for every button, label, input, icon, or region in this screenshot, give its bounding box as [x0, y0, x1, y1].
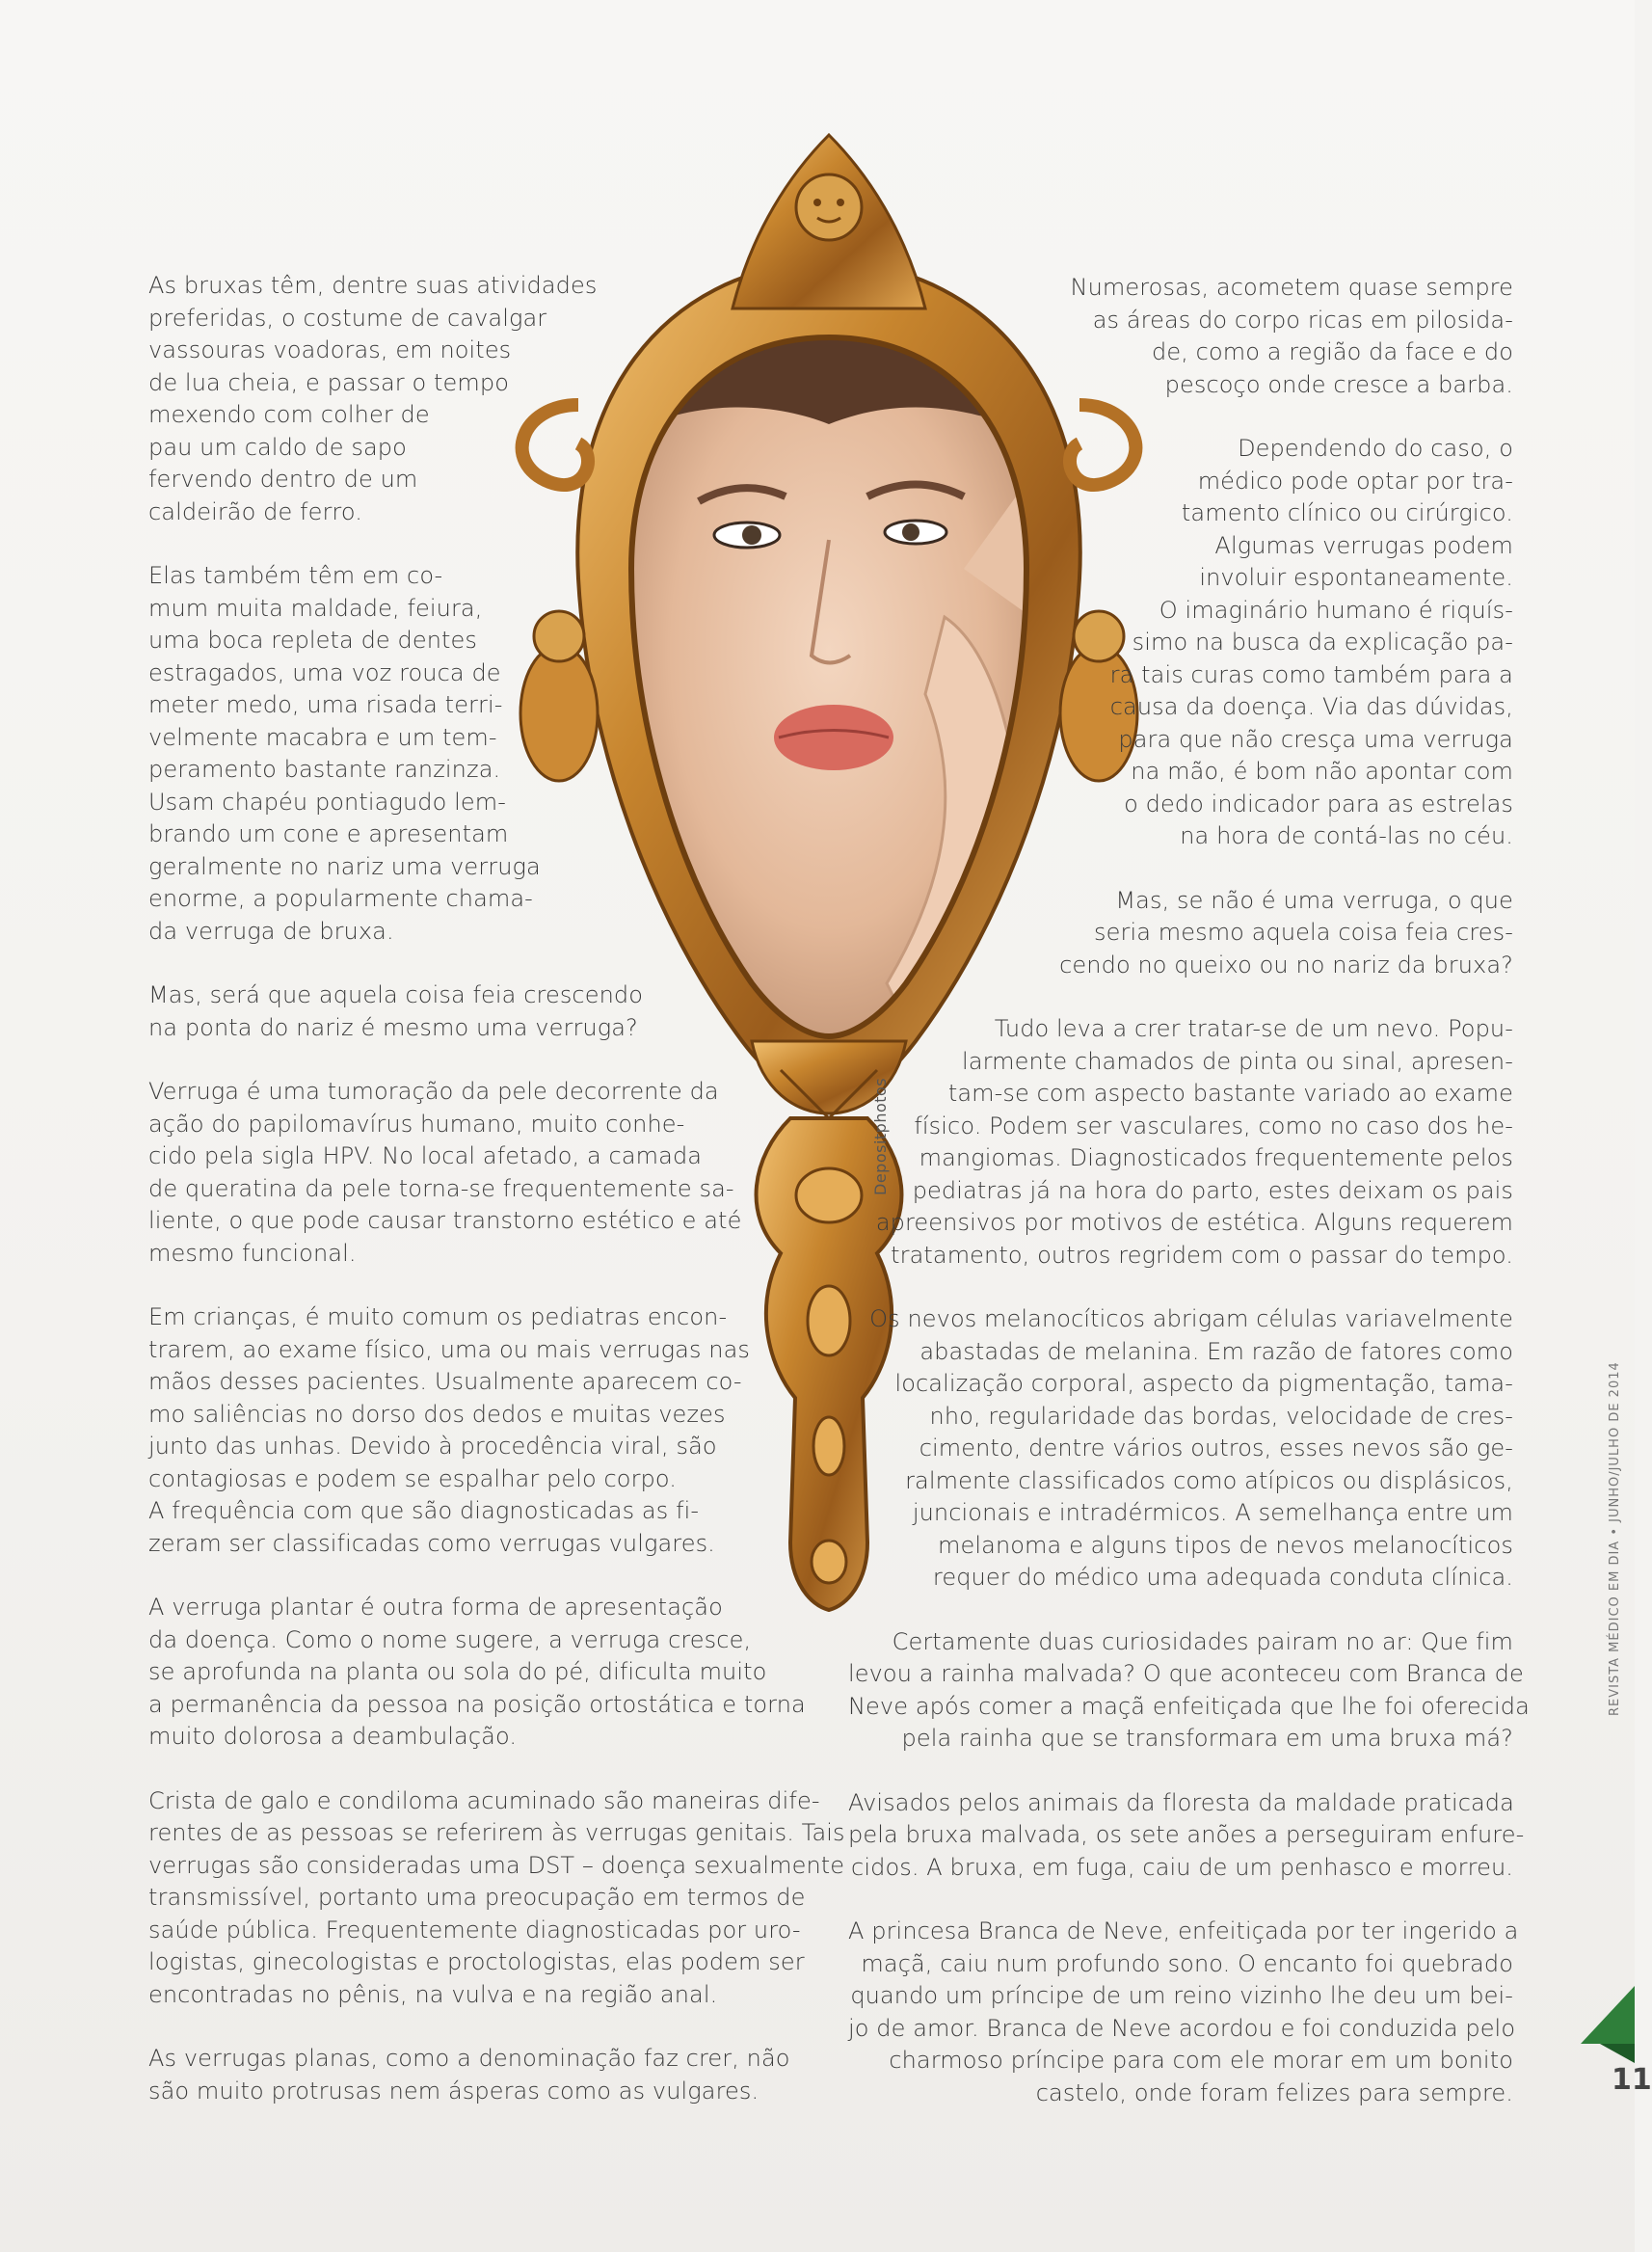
text-line: Usam chapéu pontiagudo lem-	[148, 788, 506, 816]
text-line: Mas, será que aquela coisa feia crescendo	[148, 981, 644, 1008]
paragraph	[848, 272, 1513, 401]
text-line: o dedo indicador para as estrelas	[1124, 790, 1513, 818]
text-line: pescoço onde cresce a barba.	[1164, 370, 1513, 398]
text-line: liente, o que pode causar transtorno estético e até	[148, 1207, 742, 1234]
text-line: na mão, é bom não apontar com	[1131, 758, 1513, 785]
text-line: enorme, a popularmente chama-	[148, 885, 533, 912]
text-line: As verrugas planas, como a denominação faz crer, não	[148, 2045, 790, 2072]
text-line: pediatras já na hora do parto, estes deixam os pais	[912, 1176, 1513, 1204]
text-line: trarem, ao exame físico, uma ou mais verrugas nas	[148, 1335, 751, 1363]
text-line: de, como a região da face e do	[1152, 338, 1513, 365]
text-line: físico. Podem ser vasculares, como no caso dos he-	[914, 1112, 1513, 1139]
left-text-column	[148, 270, 845, 2139]
text-line: O imaginário humano é riquís-	[1159, 596, 1513, 624]
text-line: Dependendo do caso, o	[1238, 435, 1513, 462]
text-line: logistas, ginecologistas e proctologistas, elas podem ser	[148, 1948, 805, 1975]
paragraph	[148, 1785, 845, 2012]
paragraph	[148, 560, 813, 948]
paragraph	[848, 1787, 1525, 1885]
text-line: são muito protrusas nem ásperas como as vulgares.	[148, 2077, 759, 2105]
text-line: cidos. A bruxa, em fuga, caiu de um penhasco e morreu.	[851, 1853, 1513, 1881]
text-line: na hora de contá-las no céu.	[1180, 822, 1513, 849]
text-line: ação do papilomavírus humano, muito conhe-	[148, 1110, 685, 1138]
text-line: Algumas verrugas podem	[1214, 531, 1513, 559]
text-line: estragados, uma voz rouca de	[148, 658, 501, 686]
page-number: 11	[1612, 2063, 1652, 2097]
green-triangle-icon	[1581, 1986, 1635, 2063]
text-line: pela bruxa malvada, os sete anões a perseguiram enfure-	[848, 1821, 1525, 1848]
paragraph	[848, 1916, 1519, 2109]
text-line: cendo no queixo ou no nariz da bruxa?	[1059, 951, 1513, 979]
text-line: da doença. Como o nome sugere, a verruga cresce,	[148, 1625, 752, 1653]
text-line: contagiosas e podem se espalhar pelo corpo.	[148, 1464, 677, 1492]
text-line: tratamento, outros regridem com o passar do tempo.	[891, 1241, 1513, 1269]
paragraph	[148, 1301, 813, 1560]
text-line: As bruxas têm, dentre suas atividades	[148, 272, 598, 299]
text-line: se aprofunda na planta ou sola do pé, dificulta muito	[148, 1658, 767, 1685]
text-line: tam-se com aspecto bastante variado ao exame	[947, 1080, 1513, 1107]
text-line: charmoso príncipe para com ele morar em um bonito	[889, 2047, 1513, 2074]
text-line: Tudo leva a crer tratar-se de um nevo. Popu-	[994, 1015, 1513, 1042]
photo-credit: Depositphotos	[871, 1077, 890, 1195]
paragraph	[848, 885, 1513, 982]
text-line: maçã, caiu num profundo sono. O encanto foi quebrado	[861, 1949, 1513, 1977]
text-line: geralmente no nariz uma verruga	[148, 852, 541, 880]
text-line: cido pela sigla HPV. No local afetado, a camada	[148, 1142, 703, 1169]
text-line: preferidas, o costume de cavalgar	[148, 304, 547, 332]
text-line: Verruga é uma tumoração da pele decorrente da	[148, 1078, 719, 1105]
text-line: melanoma e alguns tipos de nevos melanocíticos	[938, 1531, 1513, 1559]
text-line: saúde pública. Frequentemente diagnosticadas por uro-	[148, 1916, 801, 1944]
text-line: mum muita maldade, feiura,	[148, 594, 483, 622]
text-line: abastadas de melanina. Em razão de fatores como	[919, 1337, 1513, 1365]
text-line: ra tais curas como também para a	[1109, 660, 1513, 688]
text-line: médico pode optar por tra-	[1197, 467, 1513, 495]
text-line: ralmente classificados como atípicos ou displásicos,	[905, 1466, 1513, 1494]
text-line: a permanência da pessoa na posição ortostática e torna	[148, 1690, 806, 1718]
text-line: as áreas do corpo ricas em pilosida-	[1092, 306, 1513, 334]
text-line: na ponta do nariz é mesmo uma verruga?	[148, 1013, 638, 1041]
text-line: fervendo dentro de um	[148, 466, 418, 493]
text-line: castelo, onde foram felizes para sempre.	[1035, 2078, 1513, 2106]
text-line: vassouras voadoras, em noites	[148, 336, 512, 363]
text-line: de lua cheia, e passar o tempo	[148, 368, 509, 396]
text-line: Numerosas, acometem quase sempre	[1070, 274, 1513, 301]
text-line: Neve após comer a maçã enfeitiçada que lhe foi oferecida	[848, 1692, 1530, 1720]
text-line: transmissível, portanto uma preocupação em termos de	[148, 1884, 806, 1911]
text-line: juncionais e intradérmicos. A semelhança entre um	[912, 1499, 1513, 1526]
text-line: brando um cone e apresentam	[148, 820, 509, 847]
text-line: rentes de as pessoas se referirem às verrugas genitais. Tais	[148, 1819, 845, 1846]
text-line: cimento, dentre vários outros, esses nevos são ge-	[919, 1434, 1513, 1461]
paragraph	[848, 1303, 1513, 1595]
text-line: apreensivos por motivos de estética. Alguns requerem	[875, 1209, 1513, 1236]
paragraph	[848, 1013, 1513, 1272]
text-line: Elas também têm em co-	[148, 562, 443, 589]
text-line: junto das unhas. Devido à procedência viral, são	[148, 1433, 717, 1460]
text-line: quando um príncipe de um reino vizinho lhe deu um bei-	[850, 1982, 1513, 2009]
text-line: pau um caldo de sapo	[148, 433, 407, 461]
text-line: mexendo com colher de	[148, 401, 430, 428]
text-line: Os nevos melanocíticos abrigam células variavelmente	[869, 1305, 1513, 1332]
right-text-column	[848, 272, 1530, 2141]
text-line: para que não cresça uma verruga	[1118, 725, 1513, 753]
text-line: de queratina da pele torna-se frequentemente sa-	[148, 1174, 734, 1202]
text-line: nho, regularidade das bordas, velocidade de cres-	[929, 1402, 1513, 1430]
text-line: A verruga plantar é outra forma de apresentação	[148, 1594, 723, 1621]
text-line: localização corporal, aspecto da pigmentação, tama-	[894, 1370, 1513, 1397]
text-line: larmente chamados de pinta ou sinal, apresen-	[962, 1047, 1513, 1075]
text-line: mesmo funcional.	[148, 1239, 357, 1267]
paragraph	[848, 433, 1513, 853]
text-line: tamento clínico ou cirúrgico.	[1181, 499, 1513, 526]
text-line: peramento bastante ranzinza.	[148, 756, 501, 783]
text-line: A frequência com que são diagnosticadas as fi-	[148, 1497, 700, 1524]
text-line: Mas, se não é uma verruga, o que	[1115, 886, 1513, 914]
text-line: encontradas no pênis, na vulva e na região anal.	[148, 1980, 718, 2008]
text-line: requer do médico uma adequada conduta clínica.	[932, 1564, 1513, 1591]
text-line: Em crianças, é muito comum os pediatras encon-	[148, 1303, 728, 1330]
text-line: Crista de galo e condiloma acuminado são maneiras dife-	[148, 1786, 820, 1814]
text-line: da verruga de bruxa.	[148, 917, 394, 945]
text-line: simo na busca da explicação pa-	[1132, 629, 1513, 656]
text-line: jo de amor. Branca de Neve acordou e foi conduzida pelo	[848, 2014, 1516, 2042]
text-line: levou a rainha malvada? O que aconteceu com Branca de	[848, 1660, 1524, 1687]
paragraph	[148, 1076, 813, 1270]
text-line: mãos desses pacientes. Usualmente aparecem co-	[148, 1368, 742, 1395]
text-line: Avisados pelos animais da floresta da maldade praticada	[848, 1788, 1514, 1816]
text-line: verrugas são consideradas uma DST – doença sexualmente	[148, 1851, 845, 1879]
text-line: involuir espontaneamente.	[1199, 564, 1513, 591]
text-line: zeram ser classificadas como verrugas vulgares.	[148, 1529, 715, 1557]
magazine-spine-text: REVISTA MÉDICO EM DIA • JUNHO/JULHO DE 2014	[1608, 1361, 1622, 1716]
text-line: A princesa Branca de Neve, enfeitiçada por ter ingerido a	[848, 1917, 1519, 1944]
paragraph	[148, 1592, 813, 1754]
text-line: Certamente duas curiosidades pairam no ar: Que fim	[892, 1627, 1513, 1655]
text-line: caldeirão de ferro.	[148, 497, 362, 525]
paragraph	[148, 979, 813, 1044]
text-line: mo saliências no dorso dos dedos e muitas vezes	[148, 1400, 726, 1428]
text-line: mangiomas. Diagnosticados frequentemente pelos	[919, 1144, 1513, 1171]
text-line: seria mesmo aquela coisa feia cres-	[1094, 919, 1513, 946]
text-line: pela rainha que se transformara em uma bruxa má?	[901, 1725, 1513, 1752]
text-line: muito dolorosa a deambulação.	[148, 1723, 518, 1750]
text-line: causa da doença. Via das dúvidas,	[1109, 693, 1513, 720]
paragraph	[148, 2043, 813, 2107]
text-line: velmente macabra e um tem-	[148, 723, 497, 751]
text-line: uma boca repleta de dentes	[148, 627, 478, 654]
text-line: meter medo, uma risada terri-	[148, 691, 503, 718]
paragraph	[148, 270, 813, 528]
paragraph	[848, 1626, 1530, 1756]
